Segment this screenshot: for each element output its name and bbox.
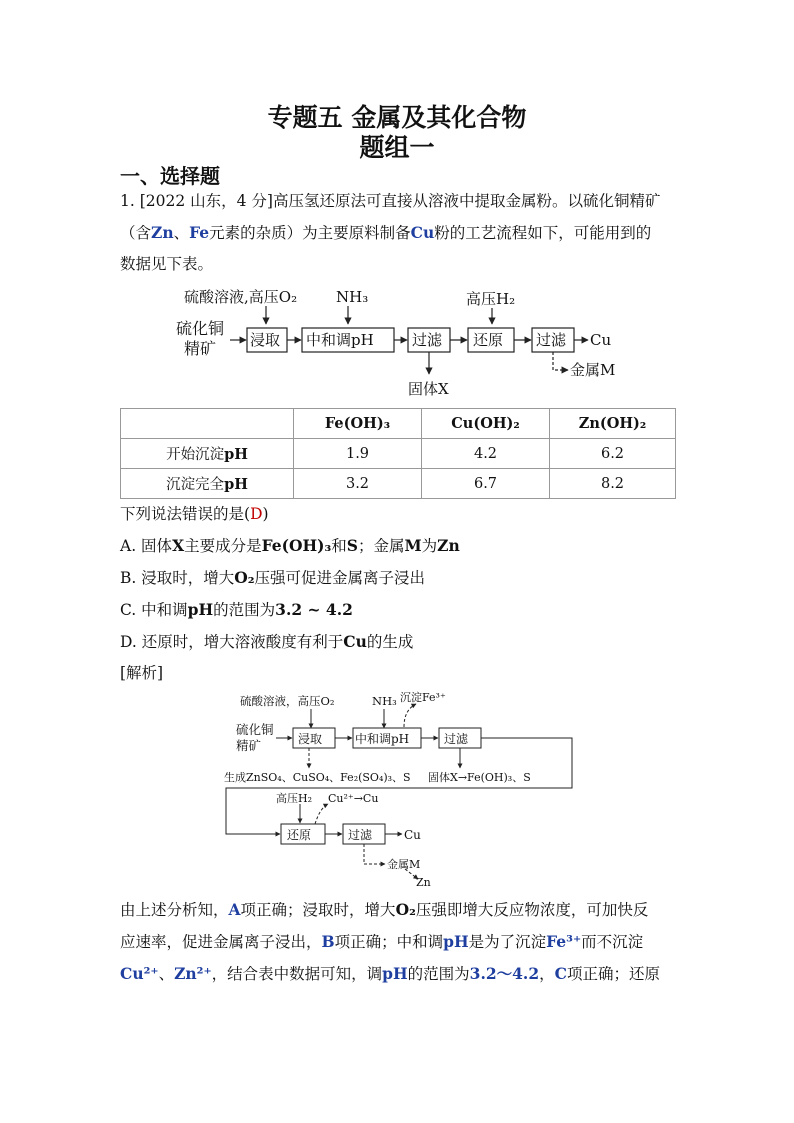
option-a: A. 固体X主要成分是Fe(OH)₃和S；金属M为Zn bbox=[120, 536, 460, 555]
flow1-step-leach: 浸取 bbox=[250, 331, 281, 349]
flow2-step-filter-2: 过滤 bbox=[348, 828, 373, 842]
flow1-reagent-1: 硫酸溶液,高压O₂ bbox=[184, 288, 298, 306]
flow1-solid-x: 固体X bbox=[408, 380, 449, 398]
table-cell: 开始沉淀pH bbox=[121, 439, 294, 469]
table-cell: 沉淀完全pH bbox=[121, 469, 294, 499]
question-stem bbox=[120, 186, 676, 280]
flow2-step-reduce: 还原 bbox=[287, 828, 312, 842]
flow2-step-neutralize: 中和调pH bbox=[355, 732, 410, 746]
table-cell: 1.9 bbox=[294, 439, 422, 469]
table-cell: 4.2 bbox=[422, 439, 550, 469]
flow2-reagent-1: 硫酸溶液，高压O₂ bbox=[240, 694, 335, 708]
flow1-product-cu: Cu bbox=[590, 331, 612, 349]
flow2-step-filter-1: 过滤 bbox=[444, 732, 469, 746]
table-header-cell: Zn(OH)₂ bbox=[550, 409, 676, 439]
table-cell: 3.2 bbox=[294, 469, 422, 499]
question-line-2: （含Zn、Fe元素的杂质）为主要原料制备Cu粉的工艺流程如下，可能用到的 bbox=[120, 223, 652, 242]
flow2-zn: Zn bbox=[416, 876, 431, 889]
flow2-input-line-1: 硫化铜 bbox=[236, 722, 274, 737]
table-header-cell: Cu(OH)₂ bbox=[422, 409, 550, 439]
flow1-step-filter-2: 过滤 bbox=[536, 331, 567, 349]
flow2-cu-ion: Cu²⁺→Cu bbox=[328, 792, 379, 805]
table-header-row bbox=[121, 409, 676, 439]
option-c: C. 中和调pH的范围为3.2 ~ 4.2 bbox=[120, 600, 353, 619]
flow1-metal-m: 金属M bbox=[570, 361, 616, 379]
flow1-step-reduce: 还原 bbox=[473, 331, 504, 349]
option-b: B. 浸取时，增大O₂压强可促进金属离子浸出 bbox=[120, 568, 426, 587]
section-heading: 一、选择题 bbox=[120, 164, 220, 188]
page-subtitle: 题组一 bbox=[359, 133, 435, 162]
flow2-metal-m: 金属M bbox=[387, 858, 421, 871]
flow1-input-line-1: 硫化铜 bbox=[176, 319, 225, 338]
table-row bbox=[121, 469, 676, 499]
option-d: D. 还原时，增大溶液酸度有利于Cu的生成 bbox=[120, 632, 414, 651]
flow1-input-line-2: 精矿 bbox=[184, 339, 217, 358]
flow2-solid-x: 固体X→Fe(OH)₃、S bbox=[428, 771, 531, 784]
process-flowchart bbox=[170, 282, 640, 402]
flow1-reagent-2: NH₃ bbox=[336, 288, 369, 306]
ph-data-table bbox=[120, 408, 676, 499]
page-title: 专题五 金属及其化合物 bbox=[267, 103, 527, 132]
table-row bbox=[121, 439, 676, 469]
table-cell: 8.2 bbox=[550, 469, 676, 499]
flow2-note-fe: 沉淀Fe³⁺ bbox=[400, 691, 446, 704]
analysis-label: [解析] bbox=[120, 664, 164, 682]
analysis-line-3: Cu²⁺、Zn²⁺，结合表中数据可知，调pH的范围为3.2～4.2，C项正确；还原 bbox=[120, 964, 660, 983]
flow1-reagent-3: 高压H₂ bbox=[466, 290, 516, 308]
question-prompt: 下列说法错误的是(D) bbox=[120, 505, 269, 523]
flow1-step-neutralize: 中和调pH bbox=[306, 331, 374, 349]
flow2-reagent-2: NH₃ bbox=[372, 694, 397, 708]
flow2-input-line-2: 精矿 bbox=[236, 738, 262, 753]
question-line-3: 数据见下表。 bbox=[120, 255, 214, 273]
table-header-cell bbox=[121, 409, 294, 439]
table-header-cell: Fe(OH)₃ bbox=[294, 409, 422, 439]
flow2-step-leach: 浸取 bbox=[298, 732, 323, 746]
flow2-product-cu: Cu bbox=[404, 828, 421, 842]
flow2-reagent-3: 高压H₂ bbox=[276, 792, 313, 805]
table-cell: 6.7 bbox=[422, 469, 550, 499]
analysis-text bbox=[120, 894, 676, 990]
flow1-step-filter-1: 过滤 bbox=[412, 331, 443, 349]
analysis-flowchart bbox=[222, 688, 578, 890]
question-line-1: 1. [2022 山东，4 分]高压氢还原法可直接从溶液中提取金属粉。以硫化铜精矿 bbox=[120, 192, 661, 210]
flow2-generated: 生成ZnSO₄、CuSO₄、Fe₂(SO₄)₃、S bbox=[224, 771, 411, 784]
analysis-line-1: 由上述分析知，A项正确；浸取时，增大O₂压强即增大反应物浓度，可加快反 bbox=[120, 900, 649, 919]
analysis-line-2: 应速率，促进金属离子浸出，B项正确；中和调pH是为了沉淀Fe³⁺而不沉淀 bbox=[120, 932, 644, 951]
answer-letter: D bbox=[250, 505, 263, 523]
table-cell: 6.2 bbox=[550, 439, 676, 469]
